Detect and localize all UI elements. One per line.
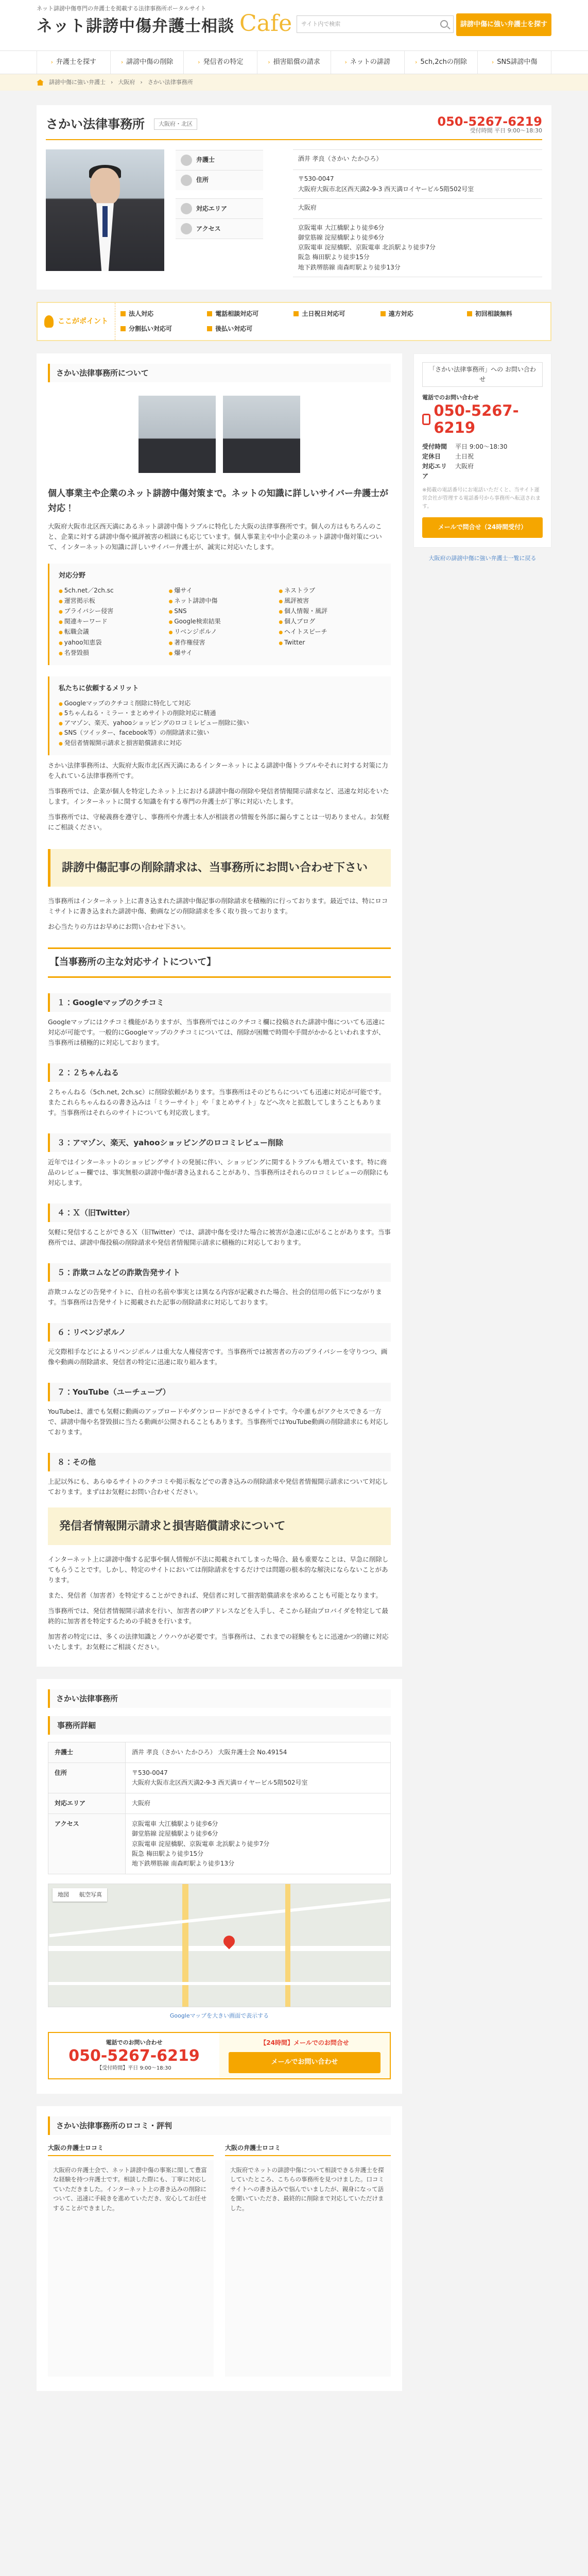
fields-grid xyxy=(59,586,382,658)
about-lead: 個人事業主や企業のネット誹謗中傷対策まで。ネットの知識に詳しいサイバー弁護士が対応！ xyxy=(48,488,389,514)
about-text: さかい法律事務所は、大阪府大阪市北区西天満にあるインターネットによる誹謗中傷トラブルやそれに対する対策に力を入れている法律事務所です。 xyxy=(48,761,388,779)
merit-item: ● 発信者情報開示請求と損害賠償請求に対応 xyxy=(59,738,382,748)
contact-phone-number[interactable]: 050-5267-6219 xyxy=(68,2047,200,2065)
sidebar xyxy=(413,353,551,563)
field-item: ● 運営掲示板 xyxy=(59,596,162,606)
review-card: 大阪府の弁護士会で、ネット誹謗中傷の事案に関して豊富な経験を持つ弁護士です。相談した際にも、丁寧に対応していただきました。インターネット上の書き込みの削除について、迅速に手続きを進めていただき、安心してお任せすることができました。 xyxy=(48,2160,214,2377)
person-icon xyxy=(181,155,192,166)
feature-tag: 分割払い対応可 xyxy=(120,324,199,334)
sidebar-mail-button[interactable]: メールで問合せ（24時間受付） xyxy=(422,517,543,537)
site-header xyxy=(0,0,588,50)
feature-tag: 法人対応 xyxy=(120,309,199,319)
feature-label: ここがポイント xyxy=(38,303,115,340)
breadcrumb xyxy=(0,74,588,91)
feature-tag: 電話相談対応可 xyxy=(207,309,285,319)
search-icon[interactable] xyxy=(440,20,448,28)
sidebar-info: 受付時間 平日 9:00〜18:30 定休日 土日祝 対応エリア 大阪府 xyxy=(422,443,508,480)
chevron-right-icon: › xyxy=(120,59,124,66)
merits-grid xyxy=(59,699,382,748)
fields-list xyxy=(48,564,391,665)
lawyer-photo xyxy=(46,149,164,271)
feature-tags xyxy=(115,303,550,340)
office-info-table xyxy=(176,149,542,277)
chevron-right-icon: › xyxy=(344,59,347,66)
merit-item: ● アマゾン、楽天、yahooショッピングのロコミレビュー削除に強い xyxy=(59,718,382,728)
reviews-section xyxy=(37,2106,402,2391)
detail-row: アクセス 京阪電車 大江橋駅より徒歩6分 御堂筋線 淀屋橋駅より徒歩6分 京阪電車 淀屋橋駅、京阪電車 北浜駅より徒歩7分 阪急 梅田駅より徒歩15分 地下鉄堺筋線 南森町駅より徒歩13分 xyxy=(48,1814,391,1874)
sidebar-phone-number[interactable]: 050-5267-6219 xyxy=(434,402,519,437)
logo-main-text: ネット誹謗中傷弁護士相談 xyxy=(37,16,234,35)
nav-item[interactable]: › 5ch,2chの削除 xyxy=(405,51,478,74)
site-heading: ５：詐欺コムなどの詐欺告発サイト xyxy=(48,1263,391,1282)
site-heading: ８：その他 xyxy=(48,1453,391,1471)
site-description: 近年ではインターネットのショッピングサイトの発展に伴い、ショッピングに関するトラブルも増えています。特に商品のレビュー欄では、事実無根の誹謗中傷が書き込まれることがあり、当事務所はそれらのロコミレビューの削除にも対応します。 xyxy=(48,1158,389,1187)
field-item: ● SNS xyxy=(169,606,272,616)
main-content xyxy=(37,353,402,2403)
nav-item[interactable]: › 発信者の特定 xyxy=(184,51,257,74)
back-to-list-link[interactable]: 大阪府の誹謗中傷に強い弁護士一覧に戻る xyxy=(428,554,537,562)
detail-row: 住所 〒530-0047 大阪府大阪市北区西天満2-9-3 西天満ロイヤービル5階502号室 xyxy=(48,1762,391,1793)
site-heading: １：Googleマップのクチコミ xyxy=(48,993,391,1012)
info-row: 住所 〒530-0047 大阪府大阪市北区西天満2-9-3 西天満ロイヤービル5階502号室 xyxy=(176,170,542,198)
site-heading: ４：Ｘ（旧Twitter） xyxy=(48,1204,391,1222)
field-item: ● yahoo知恵袋 xyxy=(59,638,162,648)
review-heading: 大阪の弁護士ロコミ xyxy=(225,2143,391,2156)
sidebar-phone[interactable] xyxy=(422,402,543,437)
detail-row: 対応エリア 大阪府 xyxy=(48,1793,391,1814)
sites-title: 【当事務所の主な対応サイトについて】 xyxy=(48,947,391,978)
about-text: 大阪府大阪市北区西天満にあるネット誹謗中傷トラブルに特化した大阪の法律事務所です。個人の方はもちろんのこと、企業に対する誹謗中傷や風評被害の相談にも応じています。個人事業主や中小企業のネット誹謗中傷対策について、インターネットの知識に詳しいサイバー弁護士が、誠実に対応いたします。 xyxy=(48,522,382,551)
breadcrumb-current: さかい法律事務所 xyxy=(147,79,193,86)
sidebar-contact-card xyxy=(413,353,551,548)
site-description: 上記以外にも、あらゆるサイトのクチコミや掲示板などでの書き込みの削除請求や発信者情報開示請求について対応しております。まずはお気軽にお問い合わせください。 xyxy=(48,1477,388,1496)
logo-cafe-text: Cafe xyxy=(239,10,292,37)
merits-list xyxy=(48,676,391,755)
merit-item: ● 5ちゃんねる・ミラー・まとめサイトの削除対応に精通 xyxy=(59,708,382,718)
review-heading: 大阪の弁護士ロコミ xyxy=(48,2143,214,2156)
about-text: 当事務所では、守秘義務を遵守し、事務所や弁護士本人が相談者の情報を外部に漏らすことは一切ありません。お気軽にご相談ください。 xyxy=(48,812,390,831)
mail-contact-button[interactable]: メールでお問い合わせ xyxy=(229,2052,381,2073)
feature-tag: 土日祝日対応可 xyxy=(293,309,372,319)
body-text: 加害者の特定には、多くの法律知識とノウハウが必要です。当事務所は、これまでの経験をもとに迅速かつ的確に対応いたします。お気軽にご相談ください。 xyxy=(48,1632,389,1651)
site-heading: ３：アマゾン、楽天、yahooショッピングのロコミレビュー削除 xyxy=(48,1133,391,1152)
lightbulb-icon xyxy=(44,315,54,328)
chevron-right-icon: › xyxy=(415,59,418,66)
merits-title: 私たちに依頼するメリット xyxy=(59,684,139,692)
breadcrumb-link[interactable]: 誹謗中傷に強い弁護士 xyxy=(49,79,106,86)
field-item: ● ヘイトスピーチ xyxy=(279,627,382,637)
office-photo xyxy=(223,396,300,473)
office-summary-card xyxy=(37,105,551,290)
site-heading: ２：２ちゃんねる xyxy=(48,1063,391,1082)
location-icon xyxy=(181,175,192,186)
home-icon[interactable] xyxy=(37,79,44,86)
about-title: さかい法律事務所について xyxy=(48,364,391,382)
fields-title: 対応分野 xyxy=(59,571,86,580)
search-input[interactable] xyxy=(297,15,454,33)
map-tab-satellite[interactable]: 航空写真 xyxy=(79,1891,102,1899)
chevron-right-icon: › xyxy=(491,59,494,66)
field-item: ● 著作権侵害 xyxy=(169,638,272,648)
sidebar-note: ※掲載の電話番号にお電話いただくと、当サイト運営会社が管理する電話番号から事務所へ転送されます。 xyxy=(422,487,541,510)
feature-tag: 遠方対応 xyxy=(381,309,459,319)
review-column xyxy=(48,2143,214,2377)
global-nav xyxy=(0,50,588,74)
detail-table xyxy=(48,1742,391,1875)
merit-item: ● Googleマップのクチコミ削除に特化して対応 xyxy=(59,699,382,708)
body-text: また、発信者（加害者）を特定することができれば、発信者に対して損害賠償請求を求めることも可能となります。 xyxy=(48,1591,383,1599)
site-description: ２ちゃんねる（5ch.net, 2ch.sc）に削除依頼があります。当事務所はそのどちらについても迅速に対応が可能です。またこれらちゃんねるの書き込みは「ミラーサイト」や「まとめサイト」などへ次々と拡散してしまうこともあります。当事務所はそれらのサイトについても対応致します。 xyxy=(48,1088,386,1116)
phone-icon xyxy=(422,414,430,425)
site-tagline: ネット誹謗中傷専門の弁護士を掲載する法律事務所ポータルサイト xyxy=(37,5,206,12)
feature-tag: 初回相談無料 xyxy=(467,309,545,319)
field-item: ● Twitter xyxy=(279,638,382,648)
field-item: ● プライバシー侵害 xyxy=(59,606,162,616)
google-map[interactable] xyxy=(48,1884,391,2007)
site-description: YouTubeは、誰でも気軽に動画のアップロードやダウンロードができるサイトです。今や誰もがアクセスできる一方で、誹謗中傷や名誉毀損に当たる動画が公開されることもあります。当事務所ではYouTube動画の削除請求にも対応しております。 xyxy=(48,1407,389,1436)
site-description: Googleマップにはクチコミ機能がありますが、当事務所ではこのクチコミ欄に投稿された誹謗中傷についても迅速に対応が可能です。一般的にGoogleマップのクチコミについては、削除が困難で時間や手間がかかるといわれますが、当事務所は積極的に対応しております。 xyxy=(48,1018,385,1046)
field-item: ● Google検索結果 xyxy=(169,617,272,626)
site-description: 気軽に発信することができるＸ（旧Twitter）では、誹謗中傷を受けた場合に被害が急速に広がることがあります。当事務所では、誹謗中傷投稿の削除請求や発信者情報開示請求に積極的に対応しております。 xyxy=(48,1228,391,1246)
site-description: 詐欺コムなどの告発サイトに、自社の名前や事実とは異なる内容が記載された場合、社会的信用の低下につながります。当事務所は告発サイトに掲載された記事の削除請求に対応しております。 xyxy=(48,1287,382,1306)
field-item: ● 個人ブログ xyxy=(279,617,382,626)
map-large-link[interactable]: Googleマップを大きい画面で表示する xyxy=(169,2012,269,2020)
nav-item[interactable]: › ネットの誹謗 xyxy=(331,51,405,74)
sidebar-phone-label: 電話でのお問い合わせ xyxy=(422,394,479,401)
detail-section xyxy=(37,1679,402,2094)
breadcrumb-separator: › xyxy=(111,79,113,86)
detail-title: さかい法律事務所 xyxy=(48,1689,391,1708)
contact-hours: 【受付時間】平日 9:00〜18:30 xyxy=(97,2065,171,2072)
field-item: ● 関連キーワード xyxy=(59,617,162,626)
header-phone-number[interactable]: 050-5267-6219 xyxy=(437,114,542,129)
field-item: ● ネストラブ xyxy=(279,586,382,596)
chevron-right-icon: › xyxy=(50,59,54,66)
field-item: ● 爆サイ xyxy=(169,586,272,596)
contact-cta-panel: 誹謗中傷記事の削除請求は、当事務所にお問い合わせ下さい xyxy=(48,849,391,887)
contact-phone-label: 電話でのお問い合わせ xyxy=(106,2039,163,2046)
contact-phone[interactable] xyxy=(49,2033,219,2078)
feature-tag: 後払い対応可 xyxy=(207,324,285,334)
info-row: 対応エリア 大阪府 xyxy=(176,198,542,218)
nav-item[interactable]: › 弁護士を探す xyxy=(37,51,111,74)
field-item: ● 個人情報・風評 xyxy=(279,606,382,616)
nav-item[interactable]: › 損害賠償の請求 xyxy=(257,51,331,74)
header-phone[interactable] xyxy=(437,115,542,133)
field-item: ● 転職会議 xyxy=(59,627,162,637)
claim-panel: 発信者情報開示請求と損害賠償請求について xyxy=(48,1507,391,1545)
field-item: ● ネット誹謗中傷 xyxy=(169,596,272,606)
region-tag: 大阪府・北区 xyxy=(154,118,197,130)
site-description: 元交際相手などによるリベンジポルノは重大な人権侵害です。当事務所では被害者の方のプライバシーを守りつつ、画像や動画の削除請求、発信者の特定に迅速に取り組みます。 xyxy=(48,1347,388,1366)
body-text: お心当たりの方はお早めにお問い合わせ下さい。 xyxy=(48,922,190,930)
office-photos xyxy=(48,396,391,473)
detail-row: 弁護士 酒井 孝良（さかい たかひろ） 大阪弁護士会 No.49154 xyxy=(48,1742,391,1762)
field-item: ● 風評被害 xyxy=(279,596,382,606)
header-phone-hours: 受付時間 平日 9:00〜18:30 xyxy=(470,127,542,134)
review-card: 大阪府でネットの誹謗中傷について相談できる弁護士を探していたところ、こちらの事務所を見つけました。口コミサイトへの書き込みで悩んでいましたが、親身になって話を聞いていただき、最終的に削除まで対応していただけました。 xyxy=(225,2160,391,2377)
sites-list xyxy=(48,993,391,1497)
field-item: ● リベンジポルノ xyxy=(169,627,272,637)
feature-bar xyxy=(37,302,551,341)
breadcrumb-link[interactable]: 大阪府 xyxy=(118,79,135,86)
body-text: 当事務所はインターネット上に書き込まれた誹謗中傷記事の削除請求を積極的に行っております。最近では、特にロコミサイトに書き込まれた誹謗中傷、動画などの削除請求を多く取り扱っております。 xyxy=(48,896,388,915)
contact-mail-label: 【24時間】メールでのお問合せ xyxy=(260,2039,349,2046)
merit-item: ● SNS（ツイッター、facebook等）の削除請求に強い xyxy=(59,728,382,738)
info-row: 弁護士 酒井 孝良（さかい たかひろ） xyxy=(176,150,542,170)
map-tab-map[interactable]: 地図 xyxy=(58,1891,69,1899)
search-placeholder: サイト内で検索 xyxy=(301,21,341,28)
site-heading: ６：リベンジポルノ xyxy=(48,1323,391,1342)
chevron-right-icon: › xyxy=(268,59,270,66)
nav-item[interactable]: › SNS誹謗中傷 xyxy=(478,51,551,74)
body-text: インターネット上に誹謗中傷する記事や個人情報が不法に掲載されてしまった場合、最も重要なことは、早急に削除してもらうことです。しかし、特定のサイトにおいては削除請求をするだけでは問題の根本的な解決にならないことがあります。 xyxy=(48,1555,389,1584)
field-item: ● 5ch.net／2ch.sc xyxy=(59,586,162,596)
site-heading: ７：YouTube（ユーチューブ） xyxy=(48,1383,391,1401)
about-text: 当事務所では、企業が個人を特定したネット上における誹謗中傷の削除や発信者情報開示請求など、迅速な対応をいたします。インターネットに関する知識を有する専門の弁護士が丁寧に対応いたします。 xyxy=(48,787,389,805)
office-name: さかい法律事務所 xyxy=(46,117,145,131)
detail-subtitle: 事務所詳細 xyxy=(48,1716,391,1735)
site-logo[interactable] xyxy=(37,10,292,37)
nav-item[interactable]: › 誹謗中傷の削除 xyxy=(111,51,184,74)
contact-bar xyxy=(48,2032,391,2079)
office-photo xyxy=(139,396,216,473)
find-lawyer-button[interactable]: 誹謗中傷に強い弁護士を探す xyxy=(456,13,551,36)
review-column xyxy=(225,2143,391,2377)
field-item: ● 爆サイ xyxy=(169,648,272,658)
breadcrumb-separator: › xyxy=(140,79,143,86)
reviews-title: さかい法律事務所のロコミ・評判 xyxy=(48,2116,391,2135)
train-icon xyxy=(181,223,192,234)
contact-mail xyxy=(219,2033,390,2078)
map-type-tabs xyxy=(53,1888,107,1902)
sidebar-heading: 「さかい法律事務所」への お問い合わせ xyxy=(422,362,543,387)
body-text: 当事務所では、発信者情報開示請求を行い、加害者のIPアドレスなどを入手し、そこから経由プロバイダを特定して最終的に加害者を特定するための手続きを行います。 xyxy=(48,1606,388,1625)
about-section xyxy=(37,353,402,1666)
map-icon xyxy=(181,203,192,214)
field-item: ● 名誉毀損 xyxy=(59,648,162,658)
chevron-right-icon: › xyxy=(198,59,200,66)
info-row: アクセス 京阪電車 大江橋駅より徒歩6分 御堂筋線 淀屋橋駅より徒歩6分 京阪電車 淀屋橋駅、京阪電車 北浜駅より徒歩7分 阪急 梅田駅より徒歩15分 地下鉄堺筋線 南森町駅より徒歩13分 xyxy=(176,218,542,277)
